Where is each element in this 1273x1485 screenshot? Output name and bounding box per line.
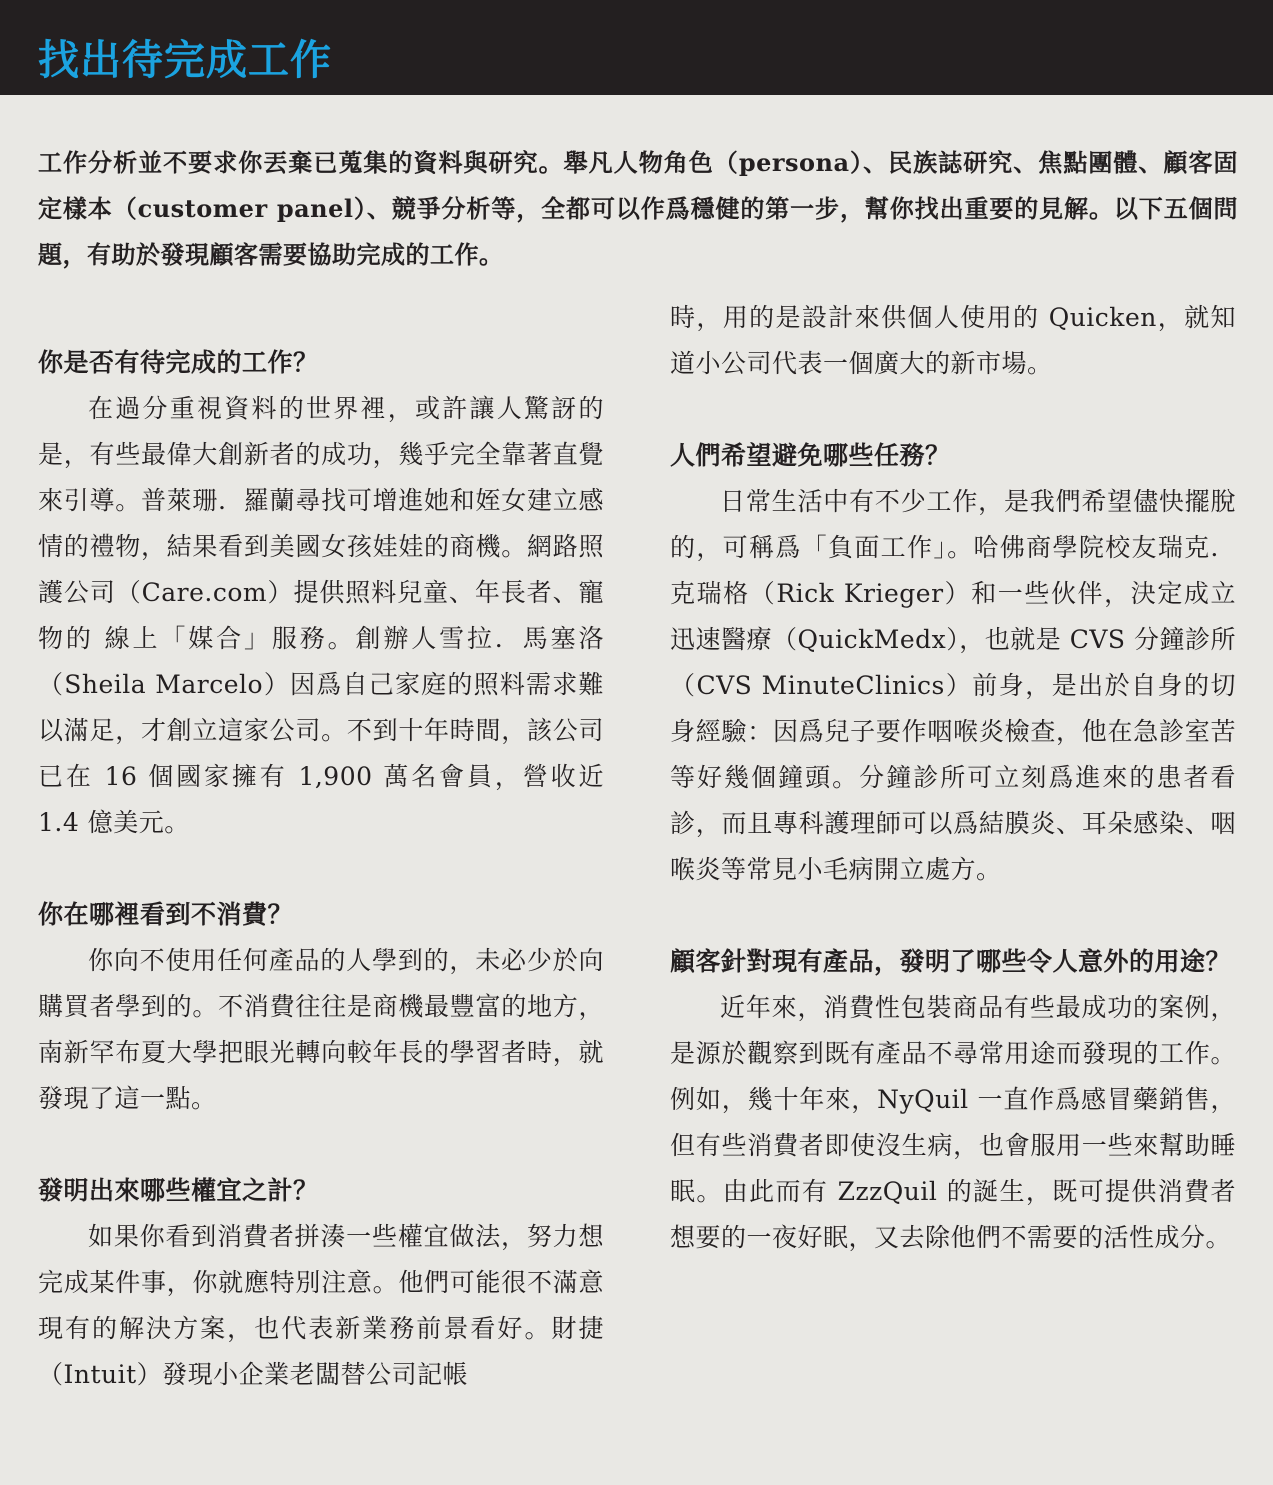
page-title: 找出待完成工作 <box>38 36 332 84</box>
section-heading: 顧客針對現有產品，發明了哪些令人意外的用途？ <box>670 947 1232 976</box>
section-heading: 你在哪裡看到不消費？ <box>38 900 294 929</box>
section-body: 近年來，消費性包裝商品有些最成功的案例，是源於觀察到既有產品不尋常用途而發現的工作。例如，幾十年來，NyQuil 一直作爲感冒藥銷售，但有些消費者即使沒生病，也會服用一些來幫助睡眠。由此而有 ZzzQuil 的誕生，既可提供消費者想要的一夜好眠，又去除他們不需要的活性成分。 <box>670 993 1236 1252</box>
spacer <box>670 387 1236 433</box>
section-heading: 發明出來哪些權宜之計？ <box>38 1176 319 1205</box>
section-negative-jobs <box>670 433 1236 893</box>
left-column <box>38 340 604 1398</box>
section-body: 你向不使用任何產品的人學到的，未必少於向購買者學到的。不消費往往是商機最豐富的地方，南新罕布夏大學把眼光轉向較年長的學習者時，就發現了這一點。 <box>38 946 604 1113</box>
section-non-consumption <box>38 892 604 1122</box>
section-heading: 人們希望避免哪些任務？ <box>670 441 951 470</box>
section-workarounds <box>38 1168 604 1398</box>
continuation-text: 時，用的是設計來供個人使用的 Quicken，就知道小公司代表一個廣大的新市場。 <box>670 303 1236 378</box>
section-heading: 你是否有待完成的工作？ <box>38 348 319 377</box>
section-unusual-uses <box>670 939 1236 1261</box>
header-bar <box>0 0 1273 95</box>
section-body: 在過分重視資料的世界裡，或許讓人驚訝的是，有些最偉大創新者的成功，幾乎完全靠著直覺來引導。普萊珊．羅蘭尋找可增進她和姪女建立感情的禮物，結果看到美國女孩娃娃的商機。網路照護公司（Care.com）提供照料兒童、年長者、寵物的 線上「媒合」服務。創辦人雪拉．馬塞洛（Sheila Marcelo）因爲自己家庭的照料需求難以滿足，才創立這家公司。不到十年時間，該公司已在 16 個國家擁有 1,900 萬名會員，營收近 1.4 億美元。 <box>38 394 604 837</box>
right-column <box>670 295 1236 1261</box>
section-body: 日常生活中有不少工作，是我們希望儘快擺脫的，可稱爲「負面工作」。哈佛商學院校友瑞克．克瑞格（Rick Krieger）和一些伙伴，決定成立迅速醫療（QuickMedx），也就是 CVS 分鐘診所（CVS MinuteClinics）前身，是出於自身的切身經驗：因爲兒子要作咽喉炎檢查，他在急診室苦等好幾個鐘頭。分鐘診所可立刻爲進來的患者看診，而且專科護理師可以爲結膜炎、耳朵感染、咽喉炎等常見小毛病開立處方。 <box>670 487 1236 884</box>
section-body: 如果你看到消費者拼湊一些權宜做法，努力想完成某件事，你就應特別注意。他們可能很不滿意現有的解決方案，也代表新業務前景看好。財捷（Intuit）發現小企業老闆替公司記帳 <box>38 1222 604 1389</box>
intro-paragraph: 工作分析並不要求你丟棄已蒐集的資料與研究。舉凡人物角色（persona）、民族誌研究、焦點團體、顧客固定樣本（customer panel）、競爭分析等，全都可以作爲穩健的第一步，幫你找出重要的見解。以下五個問題，有助於發現顧客需要協助完成的工作。 <box>38 148 1238 269</box>
section-pending-jobs <box>38 340 604 846</box>
